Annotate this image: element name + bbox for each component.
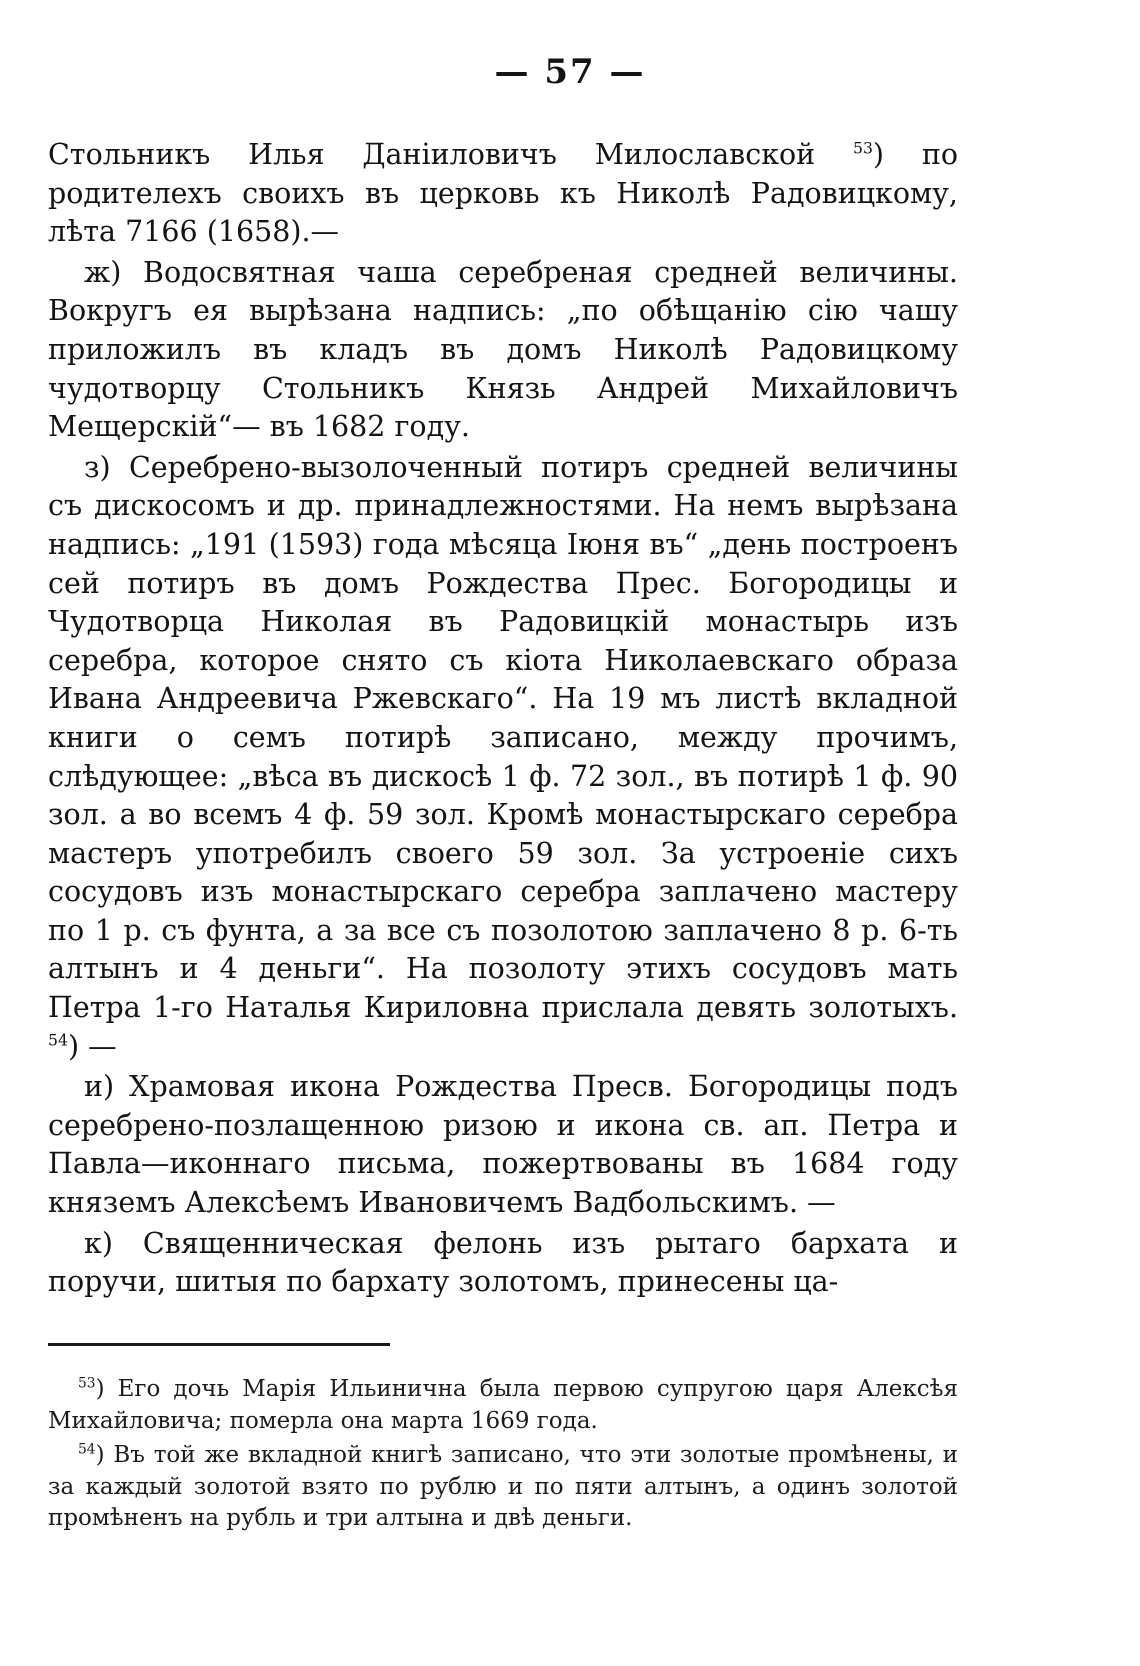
footnote-54 [48, 1440, 958, 1535]
footnote-ref-53[interactable]: 53 [852, 138, 873, 158]
footnotes [48, 1374, 958, 1538]
paragraph-text: ж) Водосвятная чаша серебреная средней величины. Вокругъ ея вырѣзана надпись: „по обѣщанію сію чашу приложилъ въ кладъ въ домъ Николѣ Радовицкому чудотворцу Стольникъ Князь Андрей Михайловичъ Мещерскій“— въ 1682 году. [48, 255, 958, 444]
paragraph-i [48, 1068, 958, 1222]
paragraph-z [48, 449, 958, 1067]
paragraph-text: з) Серебрено-вызолоченный потиръ средней величины съ дискосомъ и др. принадлежностями. На немъ вырѣзана надпись: „191 (1593) года мѣсяца Іюня въ“ „день построенъ сей потиръ въ домъ Рождества Прес. Богородицы и Чудотворца Николая въ Радовицкій монастырь изъ серебра, которое снято съ кіота Николаевскаго образа Ивана Андреевича Ржевскаго“. На 19 мъ листѣ вкладной книги о семъ потирѣ записано, между прочимъ, слѣдующее: „вѣса въ дискосѣ 1 ф. 72 зол., въ потирѣ 1 ф. 90 зол. а во всемъ 4 ф. 59 зол. Кромѣ монастырскаго серебра мастеръ употребилъ своего 59 зол. За устроеніе сихъ сосудовъ изъ монастырскаго серебра заплачено мастеру по 1 р. съ фунта, а за все съ позолотою заплачено 8 р. 6-ть алтынъ и 4 деньги“. На позолоту этихъ сосудовъ мать Петра 1-го Наталья Кириловна прислала девять золотыхъ. [48, 450, 958, 1025]
paragraph-text: и) Храмовая икона Рождества Пресв. Богородицы подъ серебрено-позлащенною ризою и икона св. ап. Петра и Павла—иконнаго письма, пожертвованы въ 1684 году княземъ Алексѣемъ Ивановичемъ Вадбольскимъ. — [48, 1070, 958, 1220]
paragraph-text: Стольникъ Илья Даніиловичъ Милославской [48, 138, 816, 171]
footnote-text: ) Его дочь Марія Ильинична была первою супругою царя Алексѣя Михайловича; померла она марта 1669 года. [48, 1376, 958, 1434]
footnote-ref-54[interactable]: 54 [48, 1030, 68, 1050]
paragraph-text-after: ) — [67, 1029, 117, 1063]
main-text [48, 136, 958, 1304]
footnote-mark: 54 [78, 1441, 96, 1458]
footnote-divider [48, 1343, 390, 1346]
footnote-53 [48, 1374, 958, 1437]
footnote-text: ) Въ той же вкладной книгѣ записано, что эти золотые промѣнены, и за каждый золотой взято по рублю и по пяти алтынъ, а одинъ золотой промѣненъ на рубль и три алтына и двѣ деньги. [48, 1442, 958, 1531]
paragraph-zh [48, 254, 958, 447]
page-number: — 57 — [494, 52, 646, 92]
paragraph-k [48, 1225, 958, 1302]
footnote-mark: 53 [78, 1375, 96, 1392]
paragraph-text: к) Священническая фелонь изъ рытаго бархата и поручи, шитыя по бархату золотомъ, принесены ца- [48, 1226, 958, 1299]
paragraph-continued [48, 136, 958, 252]
paragraph-text-after: ) по родителехъ своихъ въ церковь къ Николѣ Радовицкому, лѣта 7166 (1658).— [48, 138, 958, 249]
